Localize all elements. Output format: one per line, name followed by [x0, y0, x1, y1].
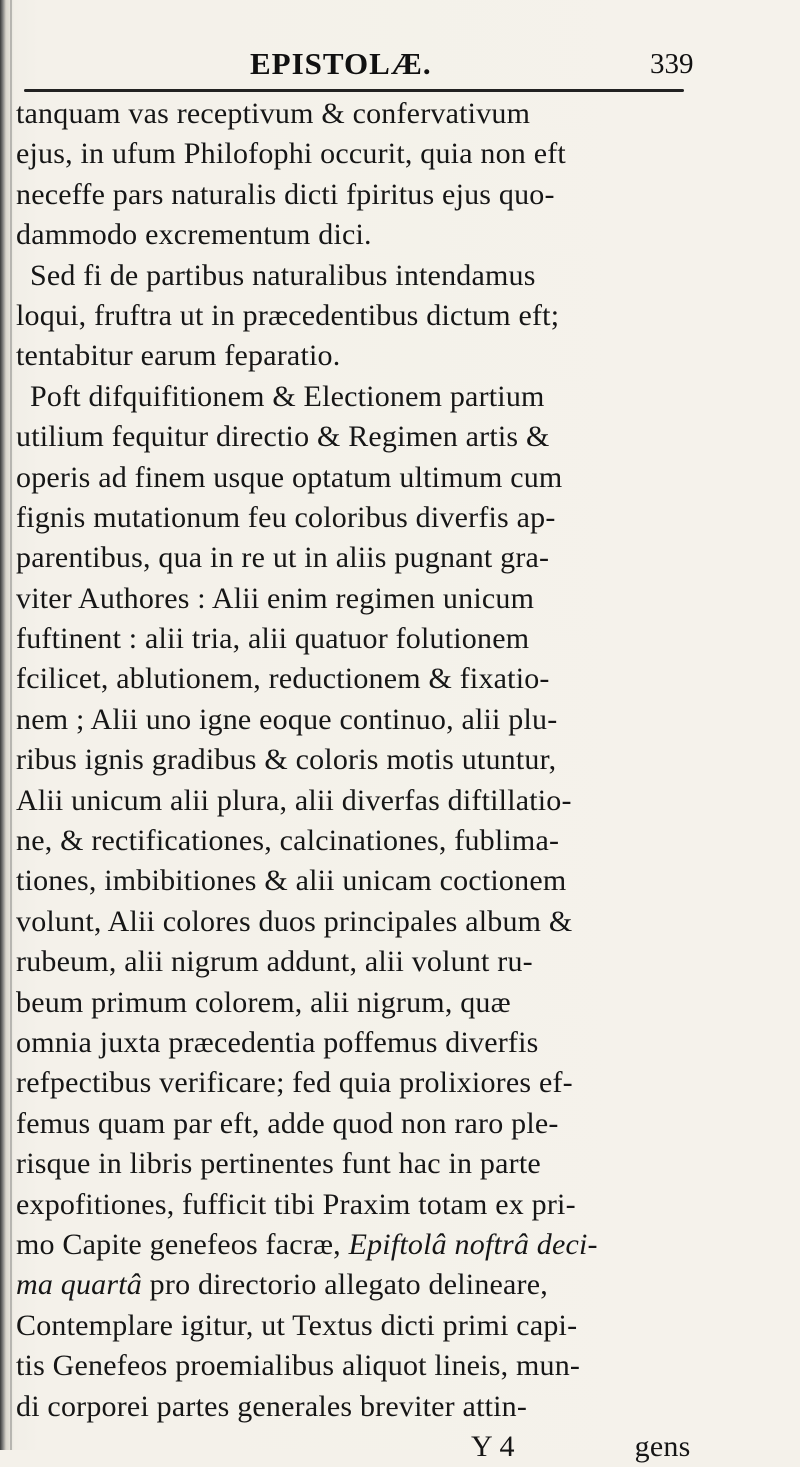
text-line — [16, 1144, 796, 1184]
text-line — [16, 94, 796, 134]
line-text: expofitiones, fufficit tibi Praxim totam ex pri- — [16, 1187, 576, 1221]
text-line — [16, 417, 796, 457]
text-line — [16, 942, 796, 982]
text-line — [16, 336, 796, 376]
running-title: EPISTOLÆ. — [250, 46, 432, 81]
text-line — [16, 700, 796, 740]
italic-text: Epiftolâ noftrâ deci- — [348, 1227, 598, 1261]
line-text: Sed fi de partibus naturalibus intendamus — [30, 258, 536, 292]
line-text: fignis mutationum feu coloribus diverfis ap- — [16, 500, 556, 534]
text-line — [16, 498, 796, 538]
line-text: fuftinent : alii tria, alii quatuor folutionem — [16, 622, 530, 656]
text-line — [16, 1063, 796, 1103]
line-text: tiones, imbibitiones & alii unicam coctionem — [16, 864, 567, 898]
text-line — [16, 861, 796, 901]
catchline — [16, 1427, 796, 1467]
italic-text: ma quartâ — [16, 1268, 142, 1302]
line-text: volunt, Alii colores duos principales album & — [16, 904, 573, 938]
text-line — [16, 538, 796, 578]
line-text: neceffe pars naturalis dicti fpiritus ejus quo- — [16, 177, 555, 211]
text-line — [16, 1346, 796, 1386]
line-text: Contemplare igitur, ut Textus dicti primi capi- — [16, 1308, 578, 1342]
text-line — [16, 296, 796, 336]
text-line — [16, 821, 796, 861]
text-line — [16, 1306, 796, 1346]
text-line — [16, 458, 796, 498]
line-text: beum primum colorem, alii nigrum, quæ — [16, 985, 511, 1019]
line-text: rubeum, alii nigrum addunt, alii volunt ru- — [16, 945, 533, 979]
line-text: Poft difquifitionem & Electionem partium — [30, 379, 545, 413]
text-line — [16, 740, 796, 780]
text-line — [16, 215, 796, 255]
text-line — [16, 619, 796, 659]
line-text: nem ; Alii uno igne eoque continuo, alii plu- — [16, 702, 558, 736]
text-line — [16, 781, 796, 821]
line-text: dammodo excrementum dici. — [16, 218, 372, 252]
line-text: ne, & rectificationes, calcinationes, fublima- — [16, 824, 560, 858]
line-text: refpectibus verificare; fed quia prolixiores ef- — [16, 1066, 573, 1100]
text-line — [16, 902, 796, 942]
line-text: omnia juxta præcedentia poffemus diverfis — [16, 1025, 539, 1059]
catchword: gens — [634, 1429, 691, 1463]
text-line — [16, 1265, 796, 1305]
header-rule — [24, 89, 684, 92]
line-text: loqui, fruftra ut in præcedentibus dictum eft; — [16, 298, 560, 332]
text-line — [16, 1023, 796, 1063]
text-line — [16, 1185, 796, 1225]
text-line — [16, 175, 796, 215]
text-line — [16, 659, 796, 699]
line-text: parentibus, qua in re ut in aliis pugnant gra- — [16, 541, 550, 575]
line-text: ribus ignis gradibus & coloris motis utuntur, — [16, 743, 557, 777]
signature-mark: Y 4 — [471, 1429, 515, 1463]
line-text: femus quam par eft, adde quod non raro ple- — [16, 1106, 559, 1140]
line-text: risque in libris pertinentes funt hac in parte — [16, 1147, 541, 1181]
body-text — [16, 94, 796, 1467]
page-header — [0, 46, 800, 86]
line-text: di corporei partes generales breviter attin- — [16, 1389, 528, 1423]
line-text: ejus, in ufum Philofophi occurit, quia non eft — [16, 137, 566, 171]
text-line — [16, 1225, 796, 1265]
text-line — [16, 1104, 796, 1144]
binding-gutter — [10, 0, 12, 1450]
line-text: mo Capite genefeos facræ, — [16, 1227, 349, 1261]
page-number: 339 — [650, 48, 694, 80]
line-text: tis Genefeos proemialibus aliquot lineis, mun- — [16, 1349, 581, 1383]
text-line — [16, 256, 796, 296]
line-text: Alii unicum alii plura, alii diverfas diftillatio- — [16, 783, 572, 817]
line-text: viter Authores : Alii enim regimen unicum — [16, 581, 535, 615]
text-line — [16, 579, 796, 619]
line-text: utilium fequitur directio & Regimen artis & — [16, 420, 550, 454]
line-text: operis ad finem usque optatum ultimum cum — [16, 460, 563, 494]
line-text: tanquam vas receptivum & confervativum — [16, 97, 531, 130]
line-text-tail: pro directorio allegato delineare, — [141, 1268, 548, 1302]
line-text: tentabitur earum feparatio. — [16, 339, 341, 373]
text-line — [16, 1387, 796, 1427]
text-line — [16, 134, 796, 174]
text-line — [16, 983, 796, 1023]
line-text: fcilicet, ablutionem, reductionem & fixatio- — [16, 662, 550, 696]
text-line — [16, 377, 796, 417]
